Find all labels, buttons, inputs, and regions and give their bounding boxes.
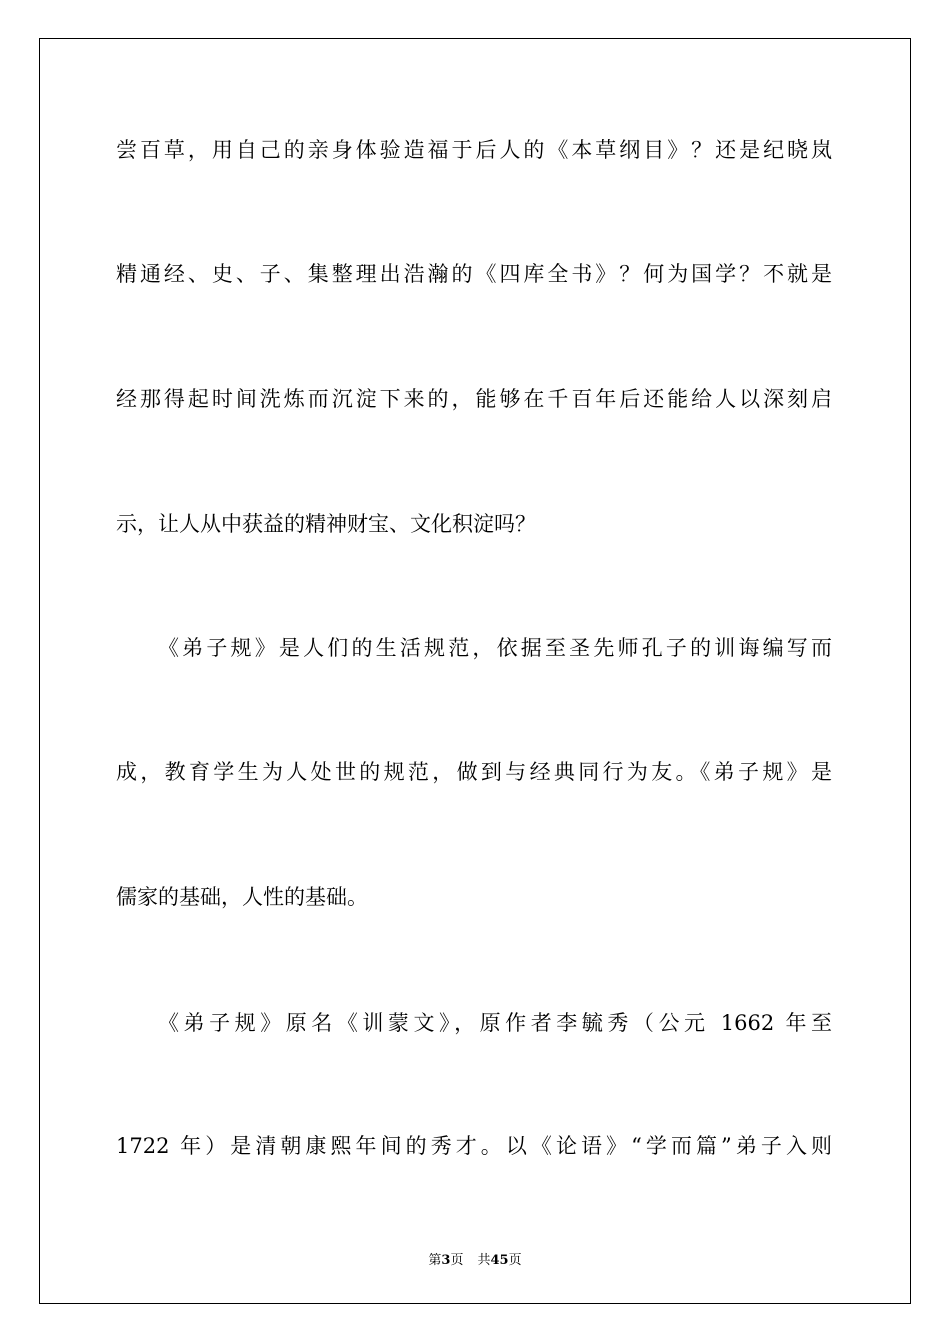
footer-total-suffix: 页 bbox=[508, 1253, 522, 1268]
body-text-line: 儒家的基础，人性的基础。 bbox=[116, 885, 368, 909]
footer-prefix: 第 bbox=[428, 1253, 442, 1268]
page-footer bbox=[0, 1249, 950, 1268]
body-text-line: 1722 年）是清朝康熙年间的秀才。以《论语》“学而篇”弟子入则 bbox=[116, 1134, 832, 1158]
body-text-line: 成，教育学生为人处世的规范，做到与经典同行为友。《弟子规》是 bbox=[116, 760, 832, 784]
page-number: 3 bbox=[441, 1253, 451, 1268]
body-text-line: 示，让人从中获益的精神财宝、文化积淀吗？ bbox=[116, 512, 536, 536]
footer-total-prefix: 共 bbox=[477, 1253, 491, 1268]
footer-page-suffix: 页 bbox=[450, 1253, 464, 1268]
total-pages: 45 bbox=[490, 1253, 509, 1268]
body-text-line: 精通经、史、子、集整理出浩瀚的《四库全书》？何为国学？不就是 bbox=[116, 262, 832, 286]
body-text-line: 尝百草，用自己的亲身体验造福于后人的《本草纲目》？还是纪晓岚 bbox=[116, 138, 832, 162]
body-text-line: 经那得起时间洗炼而沉淀下来的，能够在千百年后还能给人以深刻启 bbox=[116, 387, 832, 411]
paragraph-first-line: 《弟子规》是人们的生活规范，依据至圣先师孔子的训诲编写而 bbox=[158, 636, 832, 660]
page-border bbox=[39, 38, 911, 1304]
paragraph-first-line: 《弟子规》原名《训蒙文》，原作者李毓秀（公元 1662 年至 bbox=[158, 1011, 832, 1035]
